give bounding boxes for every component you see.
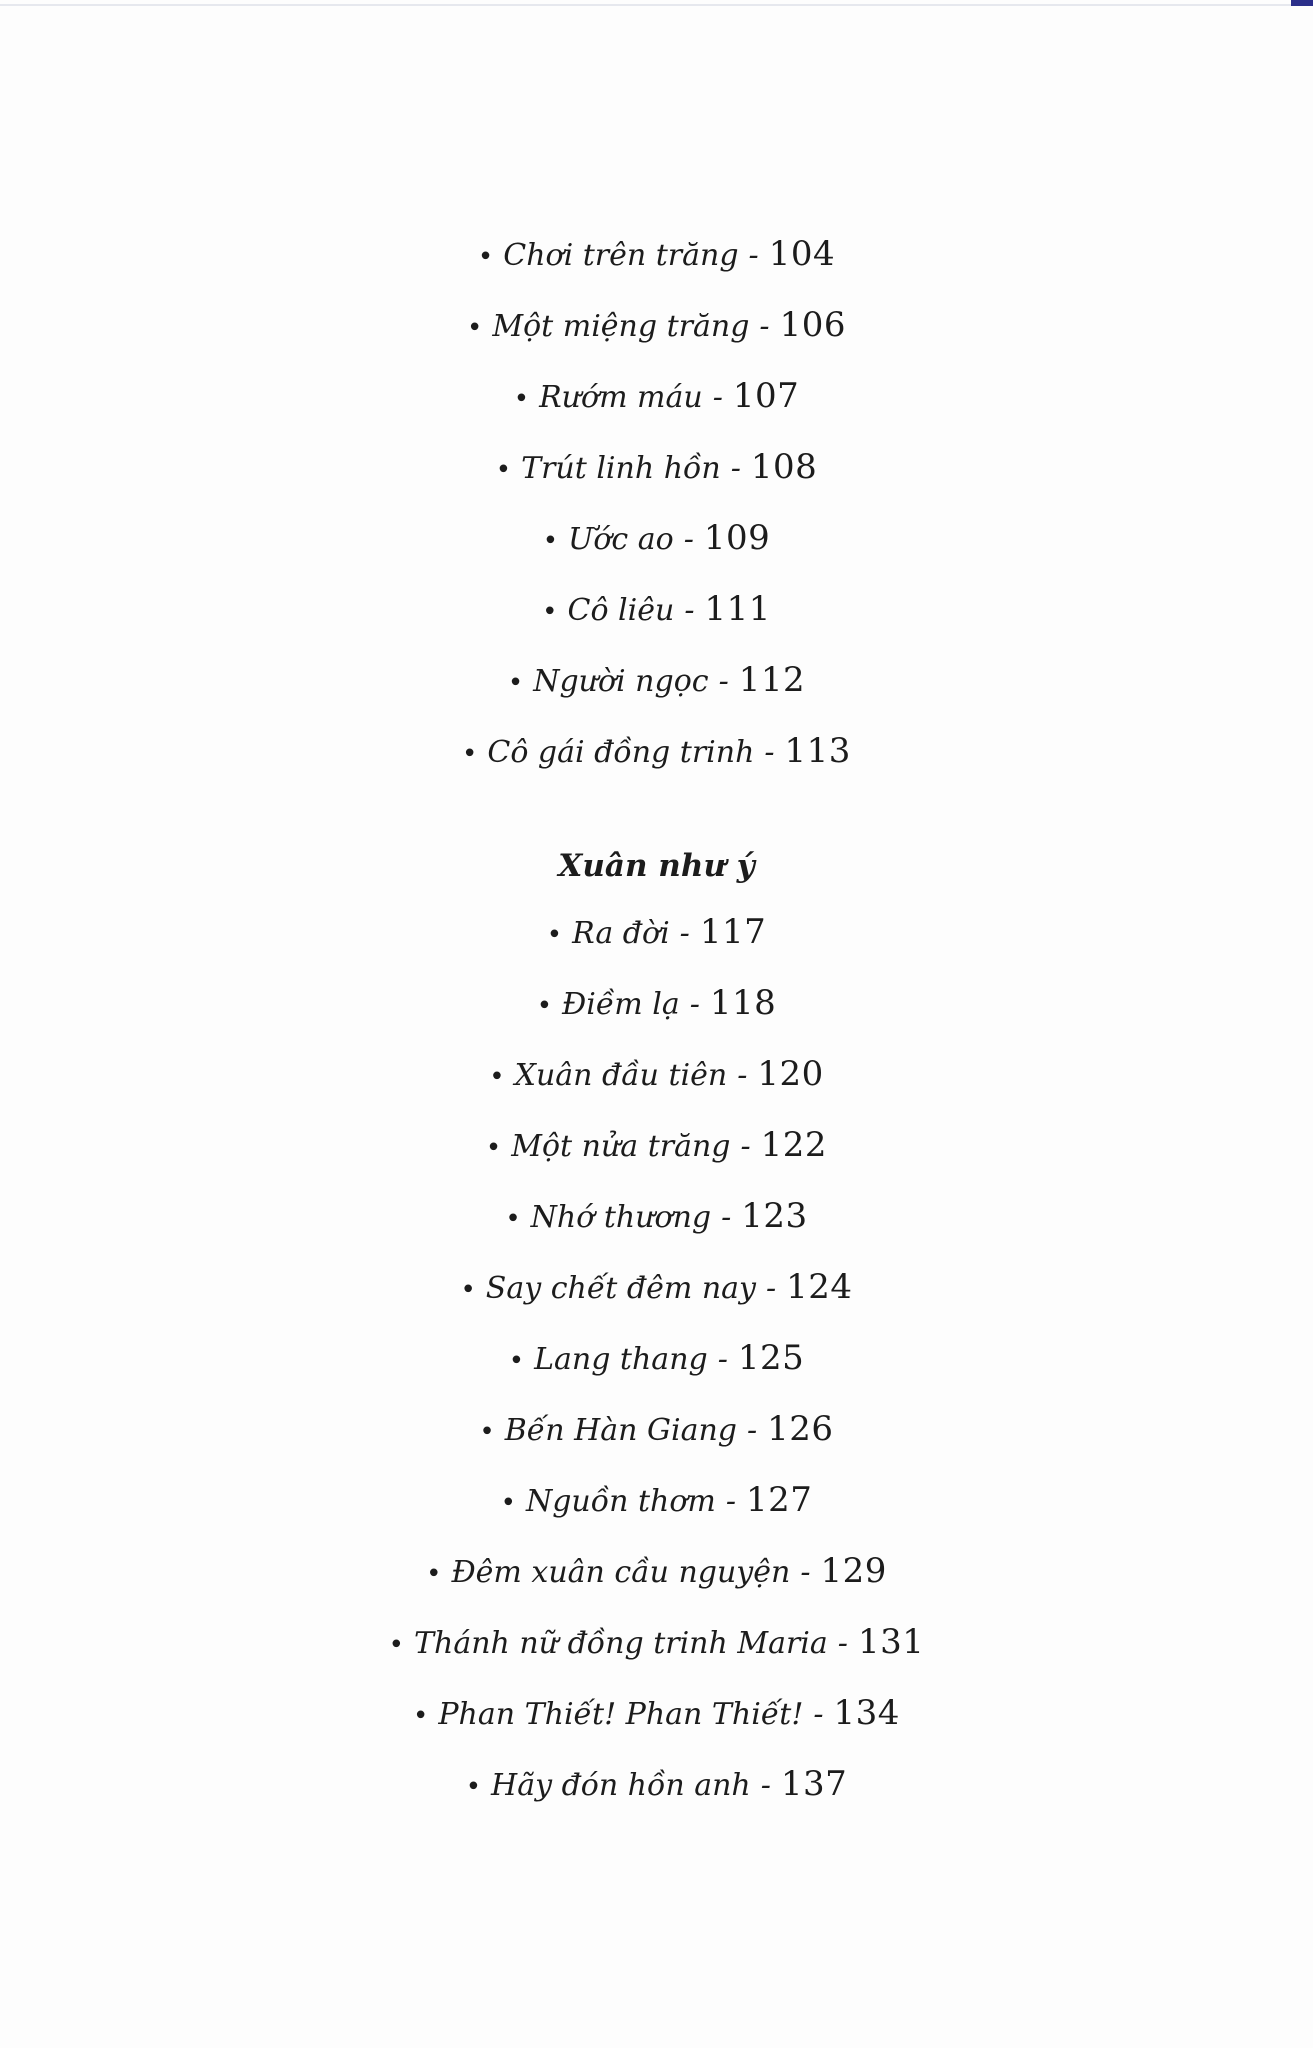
bullet-icon: • (460, 1275, 476, 1305)
toc-entry (0, 727, 1313, 798)
separator-dash: - (737, 1058, 748, 1093)
toc-entry (0, 230, 1313, 301)
toc-entry-page-number: 109 (703, 518, 771, 558)
toc-entry (0, 514, 1313, 585)
toc-entry-title: Đêm xuân cầu nguyện (451, 1555, 791, 1590)
toc-entry-page-number: 118 (709, 983, 777, 1023)
toc-entry-title: Điềm lạ (562, 987, 680, 1022)
separator-dash: - (721, 1200, 732, 1235)
separator-dash: - (766, 1271, 777, 1306)
toc-entry-title: Phan Thiết! Phan Thiết! (438, 1697, 804, 1732)
toc-entry-page-number: 125 (737, 1338, 805, 1378)
bullet-icon: • (513, 384, 530, 414)
toc-entry (0, 1192, 1313, 1263)
bullet-icon: • (479, 1417, 495, 1447)
separator-dash: - (717, 1342, 728, 1377)
toc-entry-title: Chơi trên trăng (503, 238, 739, 273)
toc-entry-page-number: 126 (767, 1409, 834, 1449)
toc-entry (0, 1476, 1313, 1547)
toc-entry-page-number: 120 (757, 1054, 824, 1094)
toc-entry (0, 1121, 1313, 1192)
toc-entry (0, 908, 1313, 979)
bullet-icon: • (495, 455, 512, 485)
bullet-icon: • (546, 920, 563, 950)
toc-entry-page-number: 129 (820, 1551, 887, 1591)
separator-dash: - (813, 1697, 824, 1732)
bullet-icon: • (477, 242, 494, 272)
toc-entry (0, 1689, 1313, 1760)
toc-entry (0, 1760, 1313, 1831)
toc-entry (0, 656, 1313, 727)
separator-dash: - (712, 380, 723, 415)
toc-entry-page-number: 106 (779, 305, 846, 345)
toc-entry (0, 1263, 1313, 1334)
toc-entry-page-number: 127 (745, 1480, 813, 1520)
toc-entry (0, 301, 1313, 372)
toc-entry-title: Xuân đầu tiên (514, 1058, 728, 1093)
toc-entry-page-number: 124 (786, 1267, 853, 1307)
toc-entry (0, 1405, 1313, 1476)
toc-entry-title: Say chết đêm nay (485, 1271, 756, 1306)
bullet-icon: • (485, 1133, 502, 1163)
separator-dash: - (747, 1413, 758, 1448)
toc-entry-page-number: 111 (704, 589, 771, 629)
toc-entry (0, 1334, 1313, 1405)
bullet-icon: • (500, 1488, 516, 1518)
bullet-icon: • (489, 1062, 505, 1092)
toc-entry (0, 1618, 1313, 1689)
separator-dash: - (689, 987, 700, 1022)
toc-entry (0, 1547, 1313, 1618)
separator-dash: - (800, 1555, 811, 1590)
toc-entry-title: Rướm máu (539, 380, 703, 415)
toc-entry-page-number: 112 (738, 660, 806, 700)
separator-dash: - (683, 522, 694, 557)
separator-dash: - (748, 238, 759, 273)
bullet-icon: • (542, 526, 559, 556)
separator-dash: - (759, 309, 770, 344)
separator-dash: - (740, 1129, 751, 1164)
toc-entry-page-number: 137 (780, 1764, 848, 1804)
bullet-icon: • (413, 1701, 429, 1731)
toc-entry (0, 372, 1313, 443)
toc-entry-title: Trút linh hồn (521, 451, 721, 486)
separator-dash: - (730, 451, 741, 486)
section-heading: Xuân như ý (558, 848, 755, 884)
toc-entry-title: Ra đời (572, 916, 670, 951)
toc-entry-page-number: 131 (857, 1622, 925, 1662)
toc-entry-title: Một miệng trăng (492, 309, 750, 344)
toc-entry-page-number: 122 (760, 1125, 828, 1165)
separator-dash: - (764, 735, 775, 770)
bullet-icon: • (505, 1204, 521, 1234)
toc-entry-title: Cô liêu (567, 593, 675, 628)
toc-entry (0, 979, 1313, 1050)
toc-entry-title: Bến Hàn Giang (504, 1413, 738, 1448)
toc-entry-title: Nguồn thơm (525, 1484, 716, 1519)
separator-dash: - (718, 664, 729, 699)
separator-dash: - (725, 1484, 736, 1519)
bullet-icon: • (542, 597, 558, 627)
toc-entry-title: Hãy đón hồn anh (491, 1768, 751, 1803)
toc-entry-title: Ước ao (568, 522, 674, 557)
bullet-icon: • (465, 1772, 482, 1802)
bullet-icon: • (508, 1346, 525, 1376)
bullet-icon: • (467, 313, 483, 343)
toc-list-section-2 (0, 908, 1313, 1831)
separator-dash: - (837, 1626, 848, 1661)
scan-top-edge (0, 4, 1313, 6)
bullet-icon: • (462, 739, 478, 769)
toc-entry-title: Cô gái đồng trinh (487, 735, 755, 770)
toc-entry-title: Một nửa trăng (511, 1129, 731, 1164)
toc-entry-title: Người ngọc (533, 664, 709, 699)
toc-entry (0, 443, 1313, 514)
toc-entry-page-number: 107 (732, 376, 800, 416)
toc-entry-title: Lang thang (534, 1342, 708, 1377)
toc-entry-page-number: 134 (833, 1693, 900, 1733)
toc-list-section-1 (0, 230, 1313, 798)
toc-entry-title: Thánh nữ đồng trinh Maria (414, 1626, 828, 1661)
toc-entry (0, 585, 1313, 656)
toc-entry-page-number: 113 (784, 731, 851, 771)
toc-entry-page-number: 123 (741, 1196, 808, 1236)
separator-dash: - (684, 593, 695, 628)
bullet-icon: • (426, 1559, 442, 1589)
bullet-icon: • (388, 1630, 404, 1660)
toc-entry-page-number: 108 (750, 447, 818, 487)
toc-entry-title: Nhớ thương (530, 1200, 712, 1235)
toc-entry-page-number: 104 (768, 234, 836, 274)
bullet-icon: • (507, 668, 524, 698)
separator-dash: - (760, 1768, 771, 1803)
separator-dash: - (679, 916, 690, 951)
bullet-icon: • (536, 991, 553, 1021)
toc-entry-page-number: 117 (699, 912, 767, 952)
toc-entry (0, 1050, 1313, 1121)
corner-mark (1291, 0, 1313, 6)
